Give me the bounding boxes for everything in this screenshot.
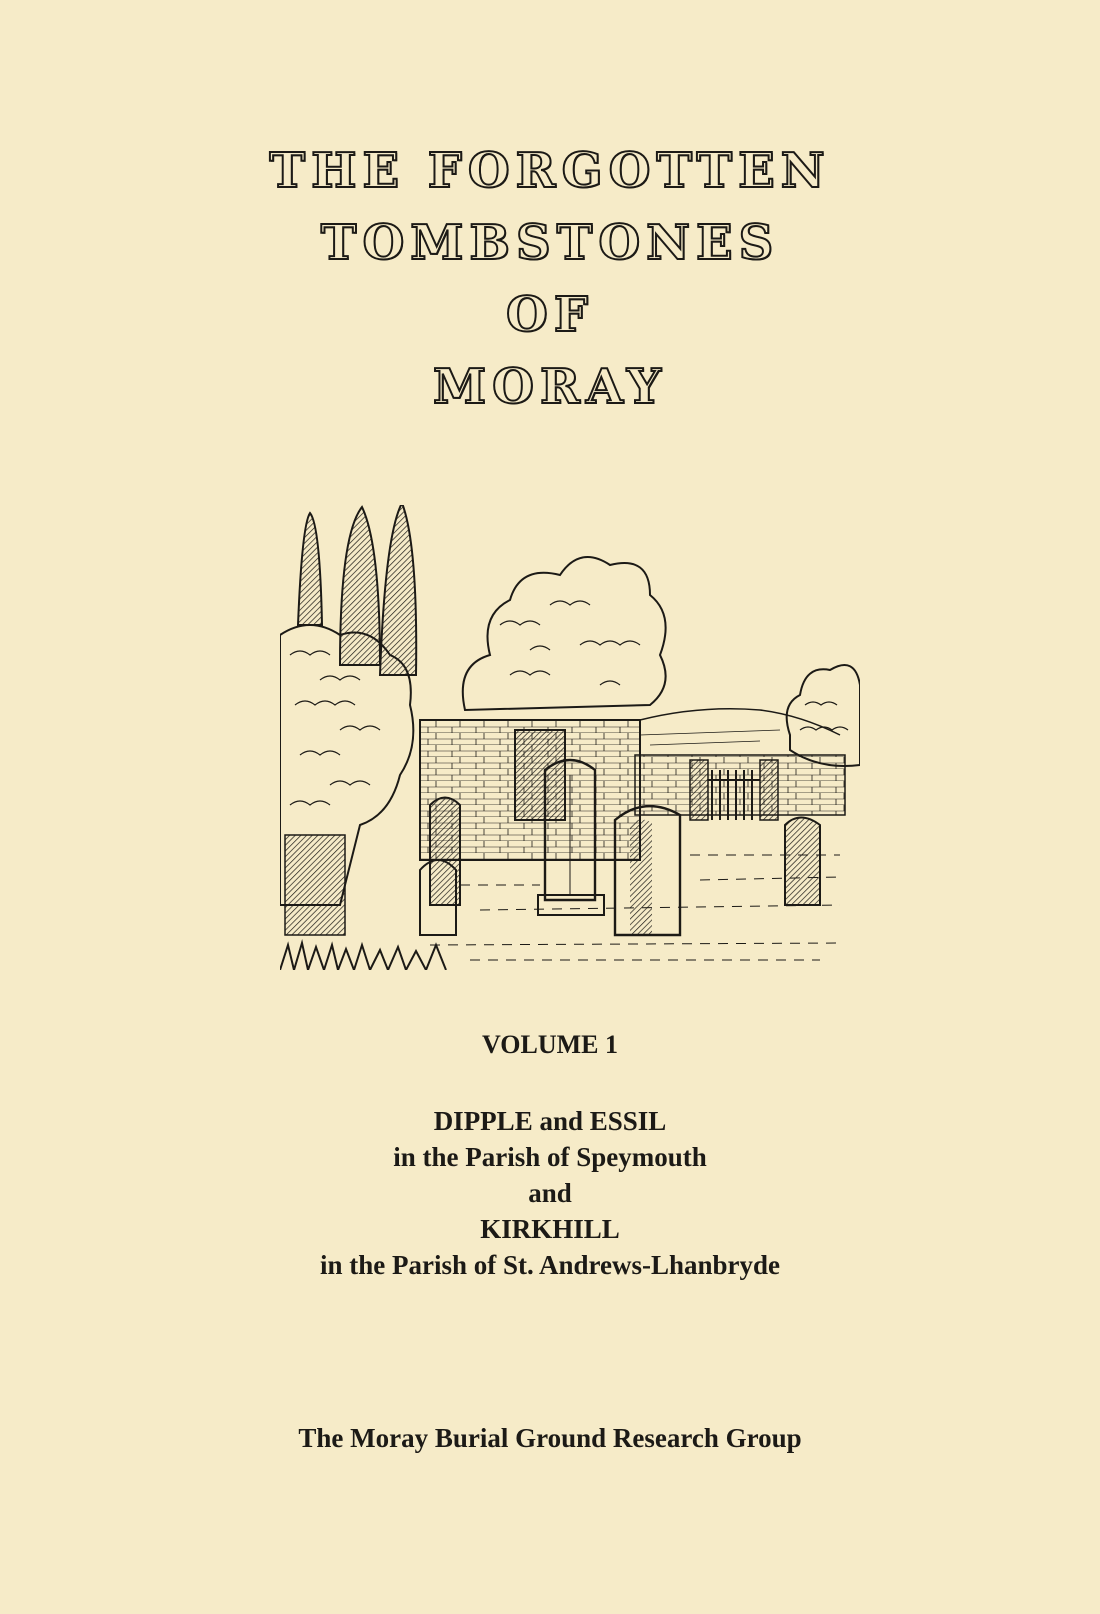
subtitle-line-3: and <box>528 1178 572 1208</box>
volume-label: VOLUME 1 <box>482 1030 618 1059</box>
subtitle-line-1: DIPPLE and ESSIL <box>433 1106 667 1136</box>
subtitle-line-2: in the Parish of Speymouth <box>393 1142 707 1172</box>
title-line-2: TOMBSTONES <box>320 215 780 271</box>
publisher-name: The Moray Burial Ground Research Group <box>298 1423 802 1453</box>
title-line-3: OF <box>506 287 594 343</box>
subtitle-line-5: in the Parish of St. Andrews-Lhanbryde <box>319 1250 781 1280</box>
churchyard-illustration <box>280 505 860 970</box>
book-title <box>0 135 1100 423</box>
subtitle-line-4: KIRKHILL <box>480 1214 620 1244</box>
title-line-1: THE FORGOTTEN <box>269 143 831 199</box>
title-line-4: MORAY <box>433 359 667 415</box>
subtitle-block <box>0 1103 1100 1283</box>
